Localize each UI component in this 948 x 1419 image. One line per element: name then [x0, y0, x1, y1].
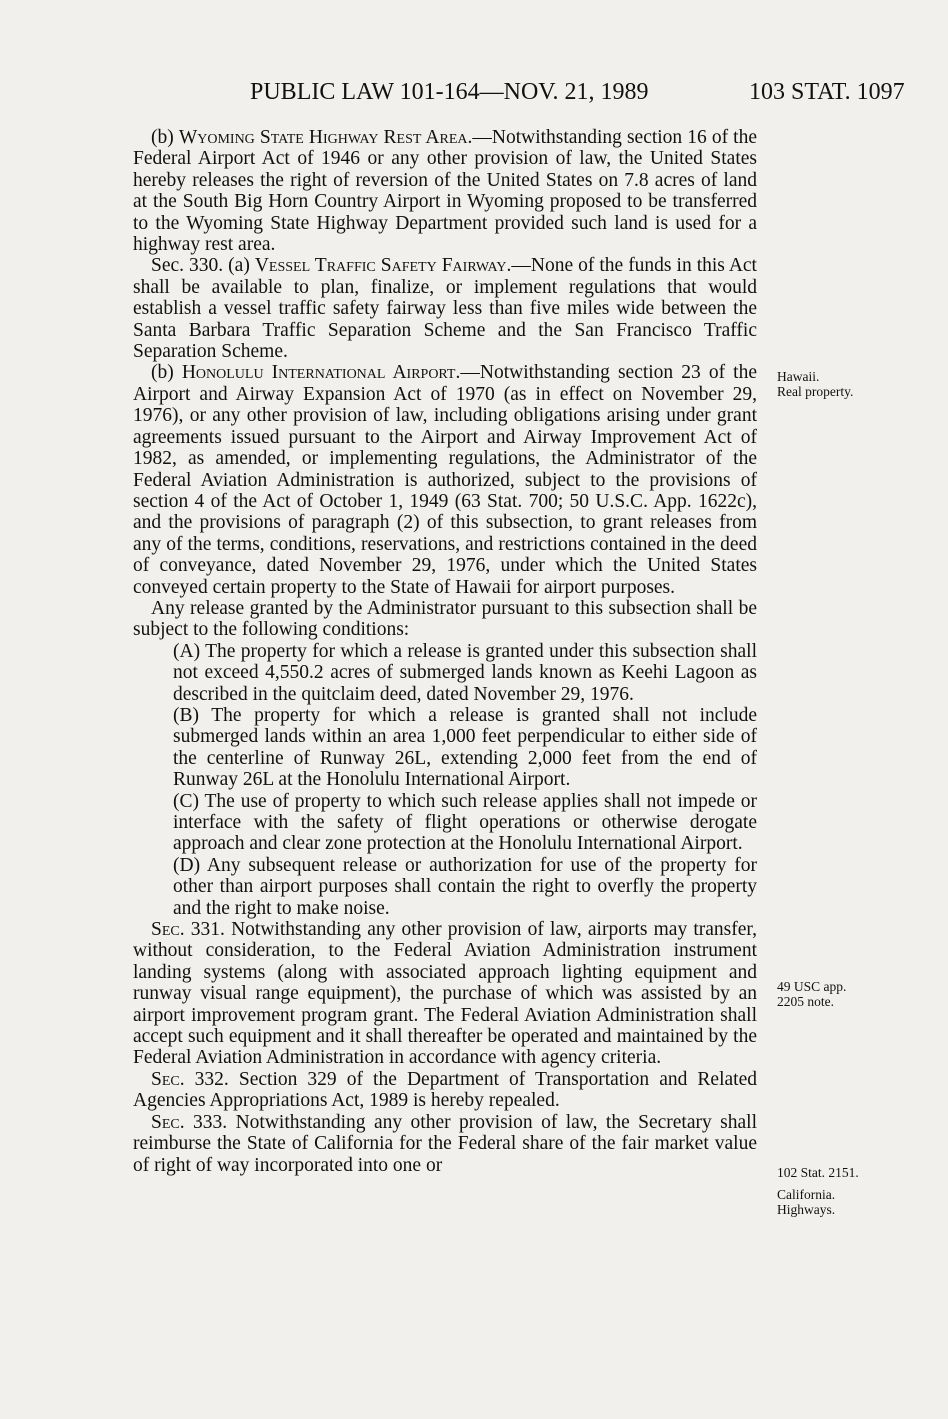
- margin-note-hawaii: Hawaii. Real property.: [777, 369, 854, 399]
- paragraph-sec-330a: Sec. 330. (a) Vessel Traffic Safety Fairway.—None of the funds in this Act shall be available to plan, finalize, or implement regulations that would establish a vessel traffic safety fairway less than five miles wide between the Santa Barbara Traffic Separation Scheme and the San Francisco Traffic Separation Scheme.: [133, 255, 757, 363]
- section-heading: Wyoming State Highway Rest Area: [178, 127, 468, 148]
- paragraph-sec-332: Sec. 332. Section 329 of the Department of Transportation and Related Agencies Appropriations Act, 1989 is hereby repealed.: [133, 1068, 757, 1112]
- margin-note-102-stat: 102 Stat. 2151.: [777, 1165, 859, 1180]
- paragraph-wyoming: (b) Wyoming State Highway Rest Area.—Notwithstanding section 16 of the Federal Airport Act of 1946 or any other provision of law, the United States hereby releases the right of reversion of the United States on 7.8 acres of land at the South Big Horn Country Airport in Wyoming proposed to be transferred to the Wyoming State Highway Department provided such land is used for a highway rest area.: [133, 127, 757, 256]
- page-header: [0, 79, 948, 109]
- running-title: PUBLIC LAW 101-164—NOV. 21, 1989: [250, 79, 649, 105]
- condition-c: (C) The use of property to which such release applies shall not impede or interface with the safety of flight operations or otherwise derogate approach and clear zone protection at the Honolulu International Airport.: [173, 790, 757, 855]
- condition-b: (B) The property for which a release is granted shall not include submerged lands within an area 1,000 feet perpendicular to either side of the centerline of Runway 26L, extending 2,000 feet from the end of Runway 26L at the Honolulu International Airport.: [173, 704, 757, 791]
- section-heading: Vessel Traffic Safety Fairway: [254, 255, 507, 277]
- stat-page-number: 103 STAT. 1097: [749, 79, 905, 105]
- paragraph-sec-333: Sec. 333. Notwithstanding any other provision of law, the Secretary shall reimburse the State of California for the Federal share of the fair market value of right of way incorporated into one or: [133, 1111, 757, 1176]
- margin-note-california: California. Highways.: [777, 1187, 836, 1217]
- condition-d: (D) Any subsequent release or authorization for use of the property for other than airport purposes shall contain the right to overfly the property and the right to make noise.: [173, 854, 757, 919]
- paragraph-sec-330b: (b) Honolulu International Airport.—Notwithstanding section 23 of the Airport and Airway Expansion Act of 1970 (as in effect on November 29, 1976), or any other provision of law, including obligations arising under grant agreements issued pursuant to the Airport and Airway Improvement Act of 1982, as amended, or implementing regulations, the Administrator of the Federal Aviation Administration is authorized, subject to the provisions of section 4 of the Act of October 1, 1949 (63 Stat. 700; 50 U.S.C. App. 1622c), and the provisions of paragraph (2) of this subsection, to grant releases from any of the terms, conditions, reservations, and restrictions contained in the deed of conveyance, dated November 29, 1976, under which the United States conveyed certain property to the State of Hawaii for airport purposes.: [133, 362, 757, 598]
- condition-a: (A) The property for which a release is granted under this subsection shall not exceed 4,550.2 acres of submerged lands known as Keehi Lagoon as described in the quitclaim deed, dated November 29, 1976.: [173, 640, 757, 705]
- margin-note-49-usc: 49 USC app. 2205 note.: [777, 979, 847, 1009]
- paragraph-sec-331: Sec. 331. Notwithstanding any other provision of law, airports may transfer, without consideration, to the Federal Aviation Administration instrument landing systems (along with associated approach lighting equipment and runway visual range equipment), the purchase of which was assisted by an airport improvement program grant. The Federal Aviation Administration shall accept such equipment and it shall thereafter be operated and maintained by the Federal Aviation Administration in accordance with agency criteria.: [133, 919, 757, 1069]
- paragraph-release-conditions: Any release granted by the Administrator pursuant to this subsection shall be subject to the following conditions:: [133, 597, 757, 641]
- statute-body: [133, 127, 757, 1176]
- section-heading: Honolulu International Airport: [181, 362, 456, 384]
